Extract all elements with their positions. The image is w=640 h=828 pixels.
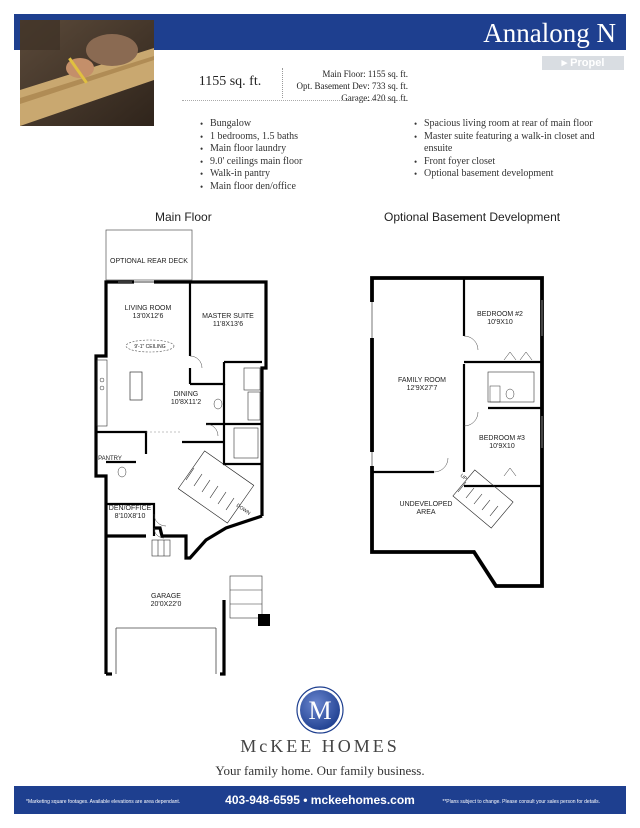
basement-sqft: Opt. Basement Dev: 733 sq. ft. [296, 81, 408, 91]
garage-sqft: Garage: 420 sq. ft. [341, 93, 408, 103]
features-left [200, 118, 390, 194]
disclaimer-left: *Marketing square footages. Available elevations are area dependant. [26, 799, 181, 805]
room-dim-den: 8'10X8'10 [114, 513, 146, 520]
room-label-undeveloped: UNDEVELOPED [399, 501, 453, 508]
room-label-bed3: BEDROOM #3 [479, 435, 525, 442]
sqft-rule [182, 100, 408, 101]
stair-label: DOWN [234, 502, 252, 517]
series-badge: ▸ Propel [542, 56, 624, 70]
room-dim-living: 13'0X12'6 [132, 313, 164, 320]
feature-item: • Master suite featuring a walk-in closet and ensuite [414, 131, 614, 156]
brand-name: McKEE HOMES [240, 736, 400, 756]
feature-item: • 9.0' ceilings main floor [200, 156, 390, 169]
room-label-living: LIVING ROOM [124, 305, 172, 312]
series-badge-label: Propel [570, 57, 605, 69]
feature-item: • Main floor laundry [200, 143, 390, 156]
square-footage [182, 68, 408, 102]
feature-item: • Main floor den/office [200, 181, 390, 194]
carpenter-photo [20, 20, 154, 126]
room-label-master: MASTER SUITE [202, 313, 254, 320]
main-floor-label: Main Floor [155, 210, 212, 224]
feature-item: • Walk-in pantry [200, 168, 390, 181]
room-label-dining: DINING [173, 391, 199, 398]
feature-item: • Bungalow [200, 118, 390, 131]
room-dim-bed2: 10'9X10 [487, 319, 513, 326]
room-dim-garage: 20'0X22'0 [150, 601, 182, 608]
tagline: Your family home. Our family business. [215, 763, 425, 778]
sqft-divider [282, 68, 283, 98]
room-label-family: FAMILY ROOM [398, 377, 446, 384]
contact-info: 403-948-6595 • mckeehomes.com [225, 793, 415, 807]
room-label-deck: OPTIONAL REAR DECK [110, 258, 188, 265]
room-label-garage: GARAGE [151, 593, 181, 600]
main-floor-plan [94, 228, 284, 680]
disclaimer-right: **Plans subject to change. Please consult your sales person for details. [442, 799, 600, 805]
basement-plan [370, 276, 550, 590]
feature-item: • Optional basement development [414, 168, 614, 181]
room-dim-dining: 10'8X11'2 [170, 399, 202, 406]
basement-label: Optional Basement Development [384, 210, 561, 224]
room-dim-master: 11'8X13'6 [212, 321, 244, 328]
feature-item: • 1 bedrooms, 1.5 baths [200, 131, 390, 144]
feature-item: • Spacious living room at rear of main floor [414, 118, 614, 131]
ceiling-note: 9'-1" CEILING [134, 344, 166, 350]
sqft-breakdown [297, 68, 409, 104]
room-label-bed2: BEDROOM #2 [477, 311, 523, 318]
plan-title: Annalong N [483, 18, 616, 48]
features-right [414, 118, 614, 181]
stair-label-up: UP [458, 472, 468, 483]
main-floor-sqft: Main Floor: 1155 sq. ft. [322, 69, 408, 79]
room-dim-bed3: 10'9X10 [489, 443, 515, 450]
rear-deck [106, 230, 192, 280]
room-label-den: DEN/OFFICE [108, 505, 152, 512]
room-label-pantry: PANTRY [98, 456, 122, 462]
room-label-area: AREA [416, 509, 436, 516]
total-sqft: 1155 sq. ft. [198, 74, 262, 89]
room-dim-family: 12'9X27'7 [406, 385, 438, 392]
logo-letter: M [308, 696, 332, 725]
feature-item: • Front foyer closet [414, 156, 614, 169]
mckee-logo-icon [296, 686, 344, 734]
